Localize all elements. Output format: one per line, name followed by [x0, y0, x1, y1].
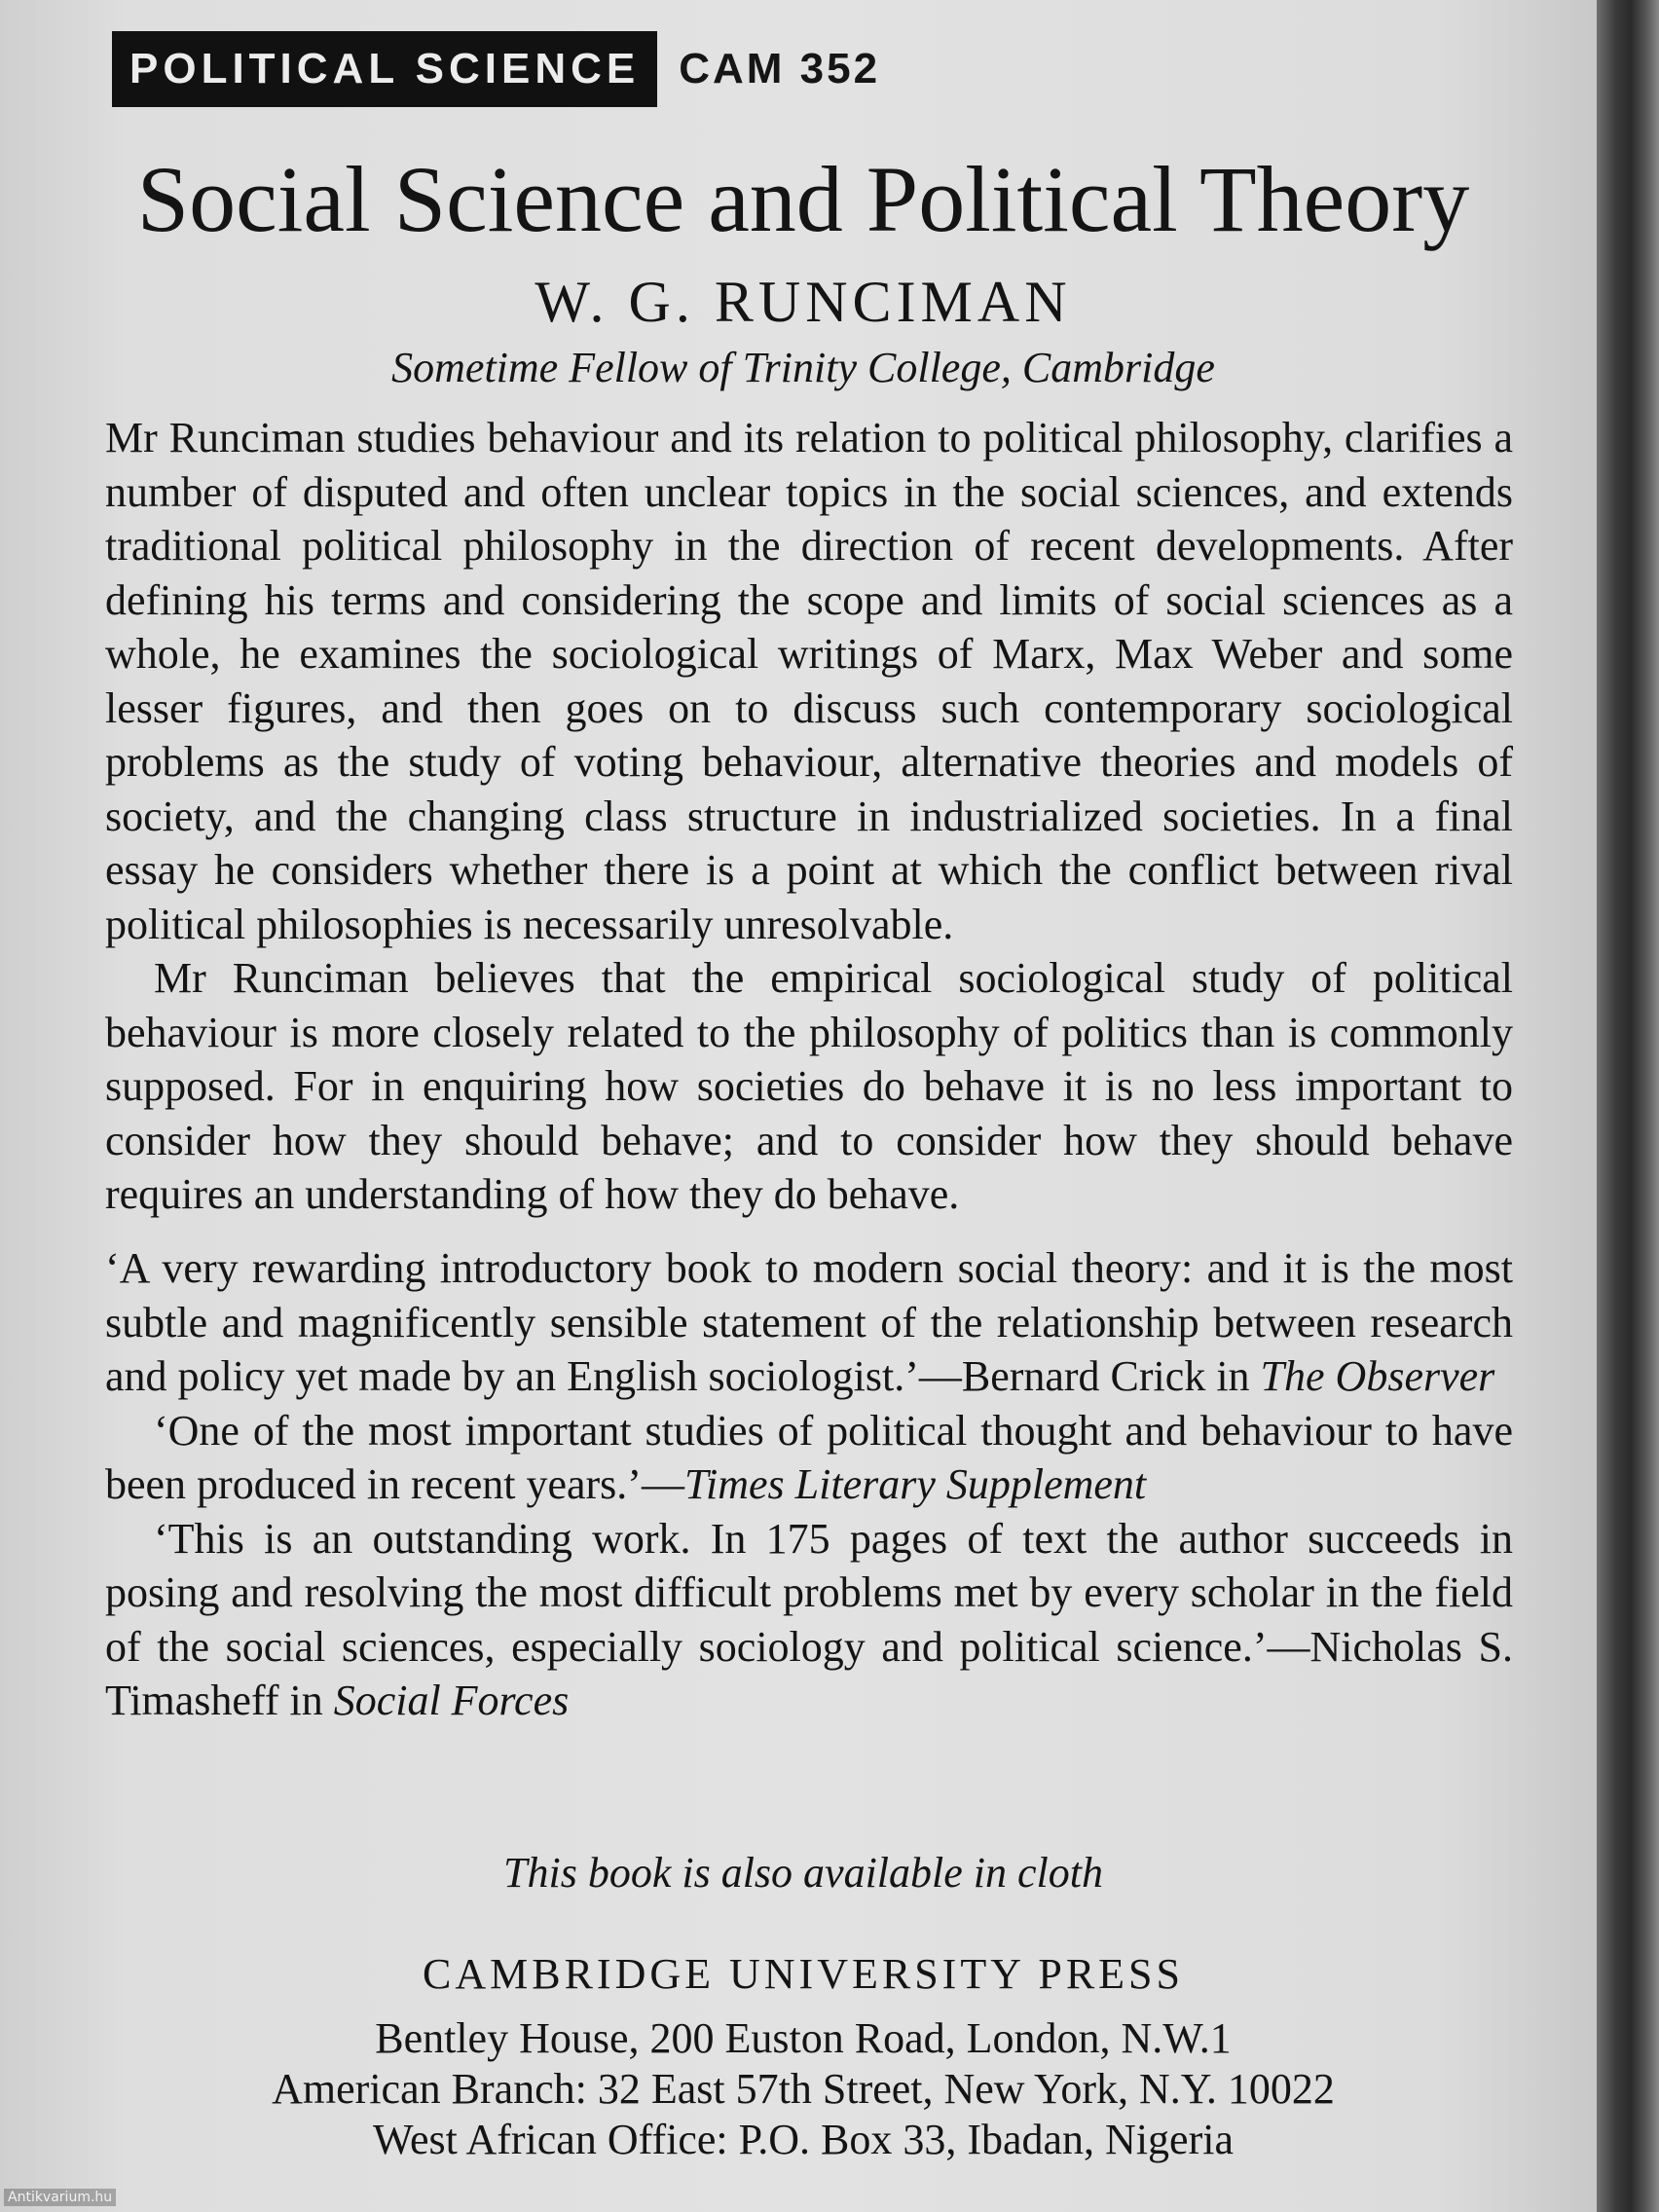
book-description	[105, 411, 1513, 1222]
address-line: American Branch: 32 East 57th Street, New York, N.Y. 10022	[272, 2065, 1335, 2113]
review-quote	[105, 1512, 1513, 1728]
availability-note: This book is also available in cloth	[503, 1849, 1103, 1897]
reviews	[105, 1241, 1513, 1728]
review-text: ‘One of the most important studies of political thought and behaviour to have been produced in recent years.’—	[105, 1406, 1513, 1508]
review-source: The Observer	[1260, 1352, 1495, 1400]
book-author: W. G. RUNCIMAN	[535, 270, 1072, 334]
book-spine-edge	[1597, 0, 1659, 2212]
series-label: POLITICAL SCIENCE	[112, 31, 657, 107]
review-quote	[105, 1241, 1513, 1404]
address-line: West African Office: P.O. Box 33, Ibadan, Nigeria	[373, 2116, 1234, 2163]
series-header	[112, 31, 880, 107]
book-title: Social Science and Political Theory	[136, 147, 1470, 251]
review-source: Times Literary Supplement	[683, 1460, 1147, 1508]
description-paragraph: Mr Runciman studies behaviour and its relation to political philosophy, clarifies a number of disputed and often unclear topics in the social sciences, and extends traditional political philosophy in the direction of recent developments. After defining his terms and considering the scope and limits of social sciences as a whole, he examines the sociological writings of Marx, Max Weber and some lesser figures, and then goes on to discuss such contemporary sociological problems as the study of voting behaviour, alternative theories and models of society, and the changing class structure in industrialized societies. In a final essay he considers whether there is a point at which the conflict between rival political philosophies is necessarily unresolvable.	[105, 414, 1513, 948]
publisher-name: CAMBRIDGE UNIVERSITY PRESS	[422, 1950, 1184, 1998]
review-text: ‘This is an outstanding work. In 175 pages of text the author succeeds in posing and resolving the most difficult problems met by every scholar in the field of the social sciences, especially sociology and political science.’—Nicholas S. Timasheff in	[105, 1514, 1513, 1724]
review-source: Social Forces	[333, 1677, 570, 1724]
author-affiliation: Sometime Fellow of Trinity College, Cambridge	[391, 344, 1215, 391]
review-text: ‘A very rewarding introductory book to modern social theory: and it is the most subtle and magnificently sensible statement of the relationship between research and policy yet made by an English sociologist.’—Bernard Crick in	[105, 1244, 1513, 1400]
series-code: CAM 352	[679, 45, 881, 92]
review-quote	[105, 1404, 1513, 1512]
address-line: Bentley House, 200 Euston Road, London, N.W.1	[375, 2014, 1232, 2062]
publisher-addresses	[97, 2013, 1509, 2165]
description-paragraph: Mr Runciman believes that the empirical sociological study of political behaviour is more closely related to the philosophy of politics than is commonly supposed. For in enquiring how societies do behave it is no less important to consider how they should behave; and to consider how they should behave requires an understanding of how they do behave.	[105, 954, 1513, 1218]
watermark: Antikvarium.hu	[4, 2189, 116, 2206]
